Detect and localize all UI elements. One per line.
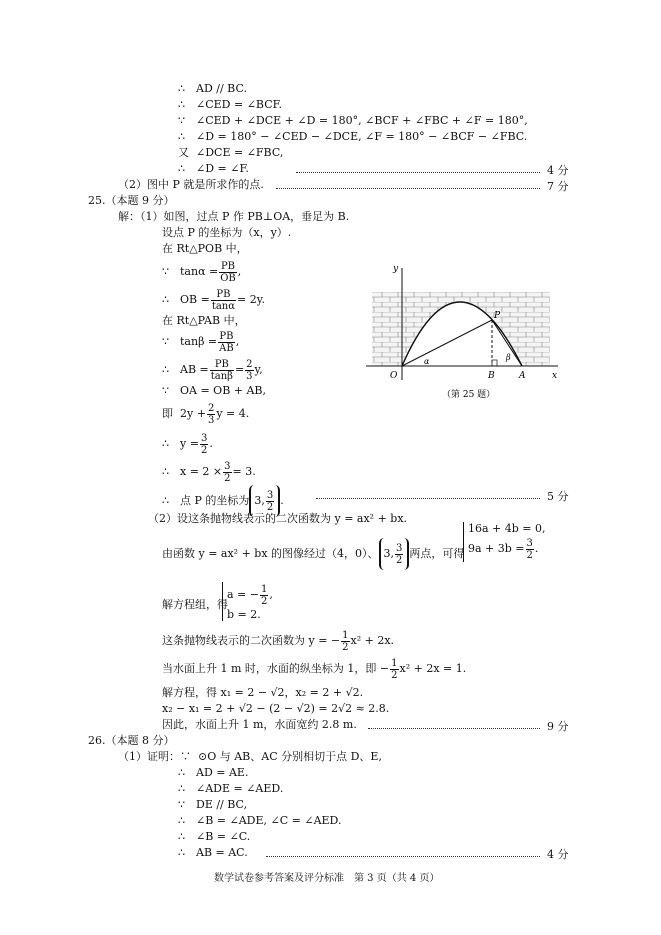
solution-line: 在 Rt△POB 中，: [162, 242, 248, 255]
label-o: O: [390, 371, 398, 381]
label-b: B: [488, 371, 495, 381]
dot-leader: [296, 172, 540, 173]
score: 9 分: [547, 720, 569, 733]
equation: ∴ OB = $\frac{PB}{\tan\alpha}$ = 2y.: [162, 288, 265, 312]
proof-line: （1）证明：∵ ⊙O 与 AB、AC 分别相切于点 D、E,: [118, 750, 382, 763]
page-footer: 数学试卷参考答案及评分标准 第 3 页（共 4 页）: [214, 873, 440, 884]
dot-leader: [276, 188, 540, 189]
score: 7 分: [547, 180, 569, 193]
label-p: P: [494, 311, 501, 321]
label-y: y: [393, 264, 399, 274]
equation: ∴ x = 2 × $\frac{3}{2}$ = 3.: [162, 460, 256, 484]
proof-line: ∴ ∠D = 180° − ∠CED − ∠DCE, ∠F = 180° − ∠BCF − ∠FBC.: [178, 130, 528, 143]
proof-line: ∵ DE // BC,: [178, 798, 248, 811]
score: 5 分: [547, 490, 569, 503]
figure-caption: （第 25 题）: [442, 390, 496, 400]
solution-line: 解：（1）如图，过点 P 作 PB⊥OA，垂足为 B.: [118, 210, 350, 223]
proof-line: ∴ ∠B = ∠C.: [178, 830, 251, 843]
figure-25: [362, 262, 562, 402]
score: 4 分: [547, 164, 569, 177]
equation: 即 2y + $\frac{2}{3}$ y = 4.: [162, 402, 250, 426]
equation: ∴ y = $\frac{3}{2}$ .: [162, 432, 213, 456]
solution-line: 因此，水面上升 1 m，水面宽约 2.8 m.: [162, 718, 357, 731]
solution-line: 解方程，得 x₁ = 2 − √2，x₂ = 2 + √2.: [162, 686, 364, 699]
solution-line: 设点 P 的坐标为（x，y）.: [162, 226, 292, 239]
equation: ∵ tanα = $\frac{PB}{OB}$ ,: [162, 260, 242, 284]
proof-line: ∴ ∠D = ∠F.: [178, 162, 249, 175]
part-text: （2）图中 P 就是所求作的点.: [118, 178, 264, 191]
question-header: 25.（本题 9 分）: [88, 194, 175, 207]
proof-line: ∵ ∠CED + ∠DCE + ∠D = 180°, ∠BCF + ∠FBC + ∠F = 180°,: [178, 114, 528, 127]
proof-line: ∴ AB = AC.: [178, 846, 248, 859]
equation: ∴ 点 P 的坐标为 3, $\frac{3}{2}$ .: [162, 485, 284, 517]
equation: ∴ AB = $\frac{PB}{\tan\beta}$ = $\frac{2}{3}$ y,: [162, 358, 263, 382]
proof-line: ∴ AD = AE.: [178, 766, 249, 779]
dot-leader: [316, 498, 540, 499]
solution-line: 当水面上升 1 m 时，水面的纵坐标为 1，即 − $\frac{1}{2}$ x² + 2x = 1.: [162, 657, 467, 681]
proof-line: 又 ∠DCE = ∠FBC,: [178, 146, 284, 159]
solution-line: （2）设这条抛物线表示的二次函数为 y = ax² + bx.: [148, 512, 408, 525]
label-beta: β: [506, 353, 511, 362]
score: 4 分: [547, 848, 569, 861]
proof-line: ∴ ∠B = ∠ADE, ∠C = ∠AED.: [178, 814, 342, 827]
question-header: 26.（本题 8 分）: [88, 734, 175, 747]
label-a: A: [519, 371, 526, 381]
dot-leader: [266, 856, 540, 857]
solution-line: x₂ − x₁ = 2 + √2 − (2 − √2) = 2√2 ≈ 2.8.: [162, 702, 390, 715]
equation-system: a = − $\frac{1}{2}$ , b = 2.: [222, 582, 273, 621]
solution-line: 解方程组，得: [162, 598, 228, 611]
solution-line: 这条抛物线表示的二次函数为 y = − $\frac{1}{2}$ x² + 2x.: [162, 629, 395, 653]
equation: ∵ tanβ = $\frac{PB}{AB}$ ,: [162, 330, 240, 354]
label-alpha: α: [424, 357, 430, 366]
solution-line: 由函数 y = ax² + bx 的图像经过（4，0）、 3, $\frac{3}{2}$ 两点，可得: [162, 538, 464, 570]
dot-leader: [368, 728, 540, 729]
equation-system: 16a + 4b = 0, 9a + 3b = $\frac{3}{2}$ .: [463, 522, 546, 562]
solution-line: 在 Rt△PAB 中，: [162, 314, 246, 327]
proof-line: ∴ ∠CED = ∠BCF.: [178, 98, 283, 111]
proof-line: ∴ AD // BC.: [178, 82, 247, 95]
proof-line: ∴ ∠ADE = ∠AED.: [178, 782, 284, 795]
label-x: x: [552, 371, 558, 381]
equation: ∵ OA = OB + AB,: [162, 384, 267, 397]
